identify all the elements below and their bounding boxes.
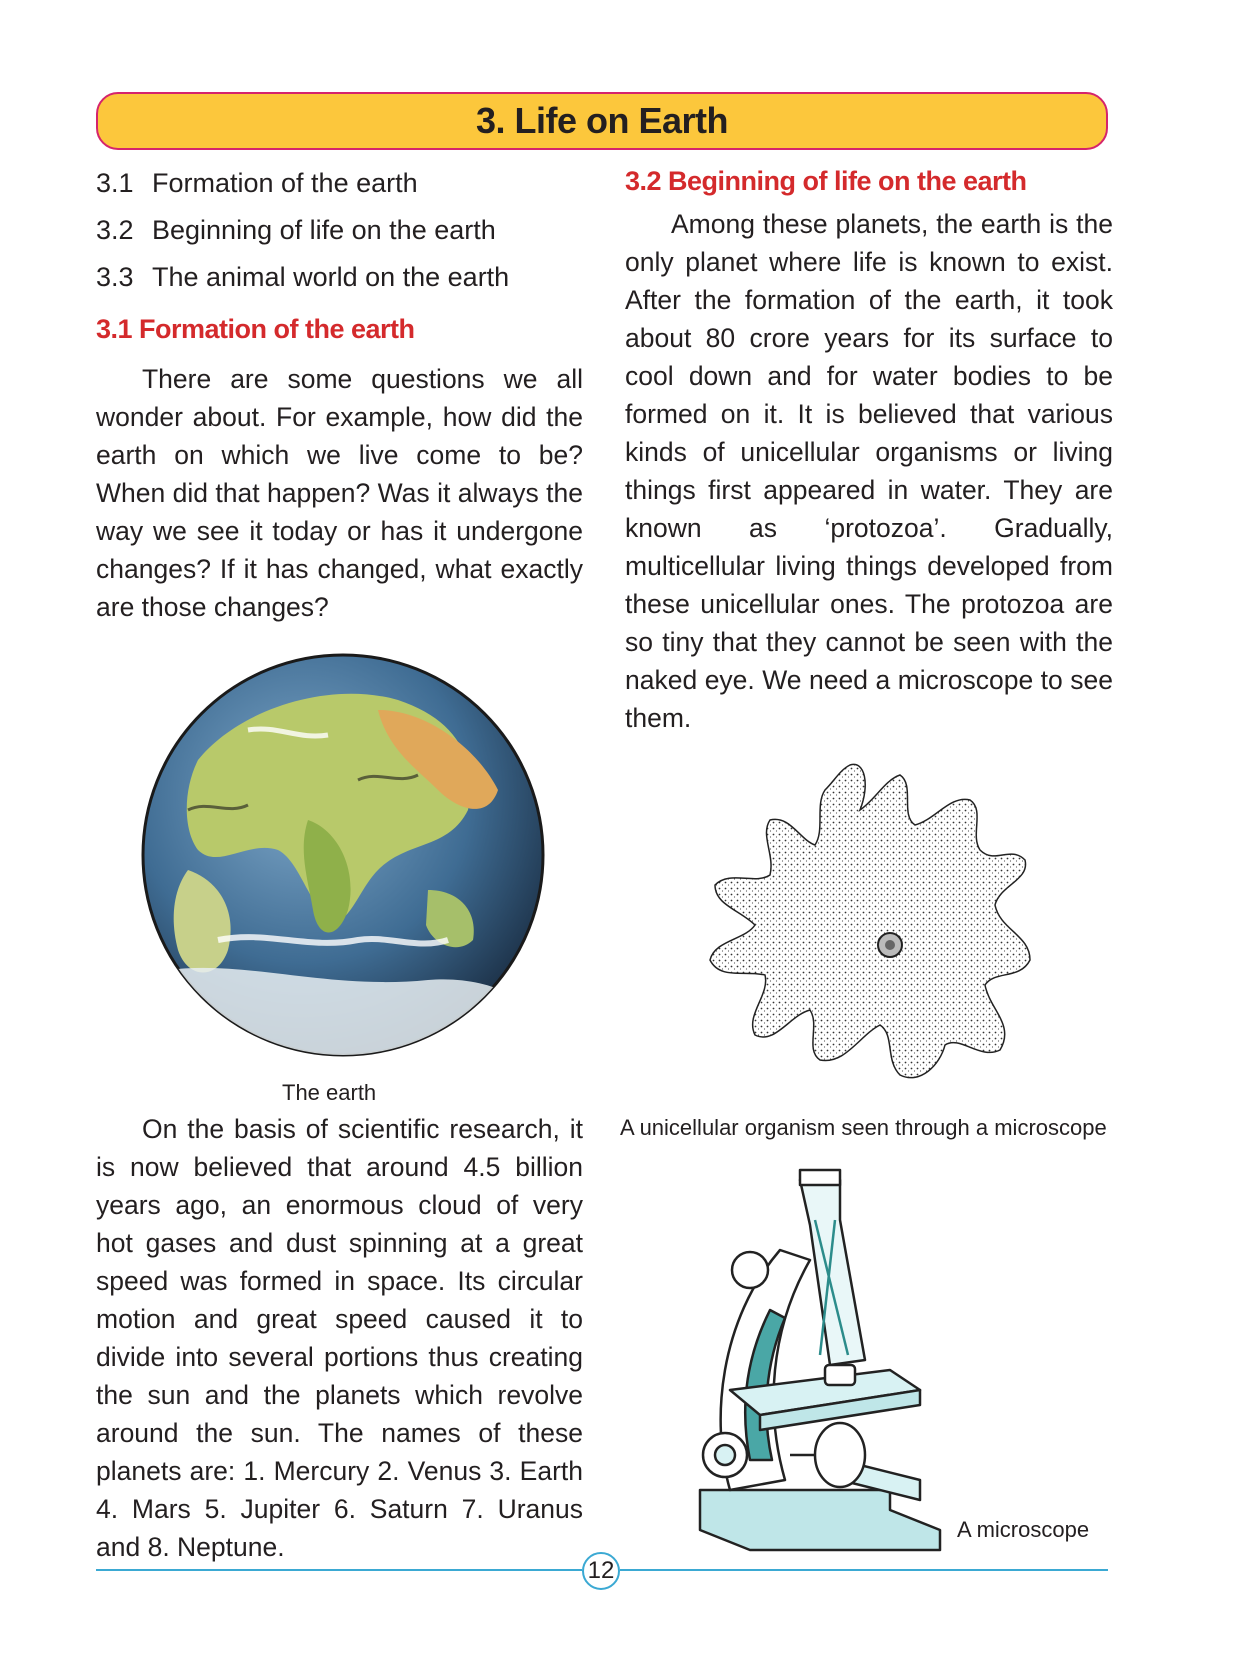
page-number: 12 (582, 1552, 620, 1590)
section-title: Formation of the earth (152, 168, 418, 198)
chapter-title: 3. Life on Earth (475, 100, 729, 141)
earth-caption: The earth (282, 1080, 377, 1105)
section-title: The animal world on the earth (152, 262, 510, 292)
paragraph-life: Among these planets, the earth is the only planet where life is known to exist. After the formation of the earth, it took about 80 crore years for its surface to cool down and for water bodies to be formed on it. It is believed that various kinds of unicellular organisms or living things first appeared in water. They are known as ‘protozoa’. Gradually, multicellular living things developed from these unicellular ones. The protozoa are so tiny that they cannot be seen with the naked eye. We need a microscope to see them. (625, 209, 1113, 733)
section-title: Beginning of life on the earth (152, 215, 496, 245)
amoeba-illustration (700, 755, 1040, 1095)
section-list-item (96, 160, 576, 207)
footer-rule-right (620, 1569, 1108, 1571)
organism-caption: A unicellular organism seen through a microscope (620, 1115, 1107, 1140)
section-number: 3.1 (96, 168, 134, 198)
section-heading-formation: 3.1 Formation of the earth (96, 314, 415, 344)
section-list (96, 160, 576, 301)
section-number: 3.2 (96, 215, 134, 245)
earth-illustration (128, 640, 558, 1070)
paragraph-questions: There are some questions we all wonder about. For example, how did the earth on which we live come to be? When did that happen? Was it always the way we see it today or has it undergone changes? If it has changed, what exactly are those changes? (96, 364, 583, 622)
section-heading-beginning-of-life: 3.2 Beginning of life on the earth (625, 166, 1027, 196)
microscope-caption: A microscope (957, 1517, 1090, 1542)
paragraph-formation: On the basis of scientific research, it is now believed that around 4.5 billion years ago, an enormous cloud of very hot gases and dust spinning at a great speed was formed in space. Its circular motion and great speed caused it to divide into several portions thus creating the sun and the planets which revolve around the sun. The names of these planets are: 1. Mercury 2. Venus 3. Earth 4. Mars 5. Jupiter 6. Saturn 7. Uranus and 8. Neptune. (96, 1114, 583, 1562)
microscope-illustration (690, 1160, 1010, 1560)
chapter-title-banner (96, 92, 1108, 150)
footer-rule-left (96, 1569, 582, 1571)
section-number: 3.3 (96, 262, 134, 292)
section-list-item (96, 254, 576, 301)
section-list-item (96, 207, 576, 254)
